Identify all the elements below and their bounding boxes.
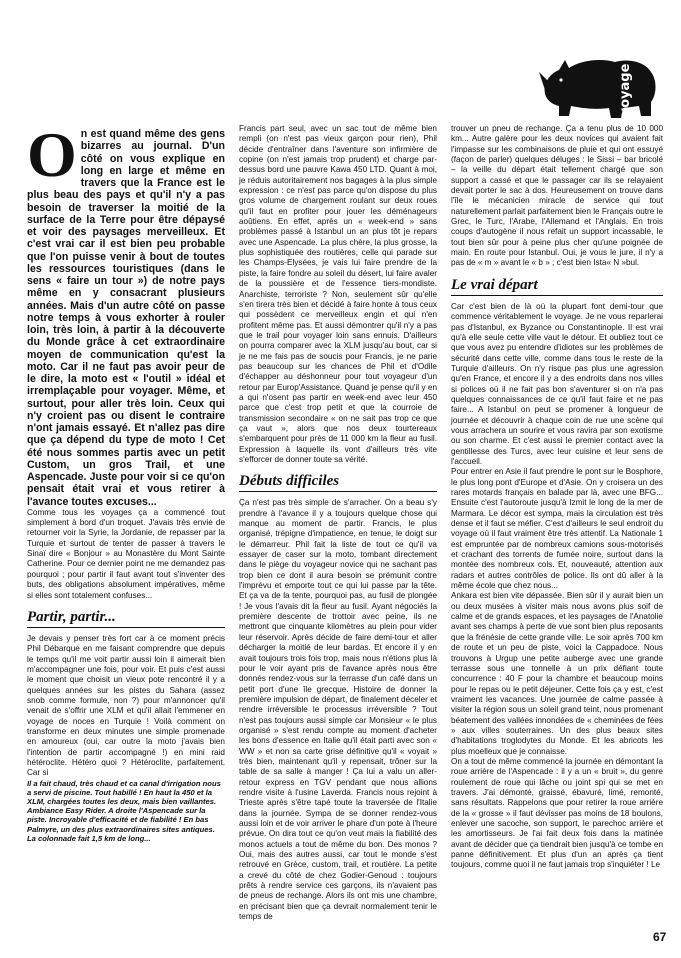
rhino-silhouette — [545, 60, 656, 118]
column-3 — [451, 124, 663, 871]
heading-vrai-depart: Le vrai départ — [451, 277, 663, 296]
page-number: 67 — [653, 930, 667, 944]
intro-text: n est quand même des gens bizarres au journal. D'un côté on vous explique en long en large et même en travers que la France est le plus beau des pays et qu'il n'y a pas besoin de traverser la moitié de la surface de la Terre pour être dépaysé et voir des paysages merveilleux. Et c'est vrai car il est bien peu probable que l'on puisse venir à bout de toutes les ressources touristiques (dans le sens « faire un tour ») de notre pays même en y consacrant plusieurs années. Mais d'un autre côté on passe notre temps à vous exhorter à rouler loin, très loin, à partir à la découverte du Monde grâce à cet extraordinaire moyen de communication qu'est la moto. Car il ne faut pas avoir peur de le dire, la moto est « l'outil » idéal et irremplaçable pour voyager. Même, et surtout, pour aller très loin. Ceux qui n'y croient pas ou disent le contraire n'ont jamais essayé. Et n'allez pas dire que ça dépend du type de moto ! Cet été nous sommes partis avec un petit Custom, un gros Trail, et une Aspencade. Juste pour voir si ce qu'on pensait était vrai et vous retirer à l'avance toutes excuses... — [27, 128, 225, 508]
column-1 — [27, 119, 225, 843]
paragraph-5: trouver un pneu de rechange. Ça a tenu plus de 10 000 km... Autre galère pour les deux novices qui avaient fait l'impasse sur les combinaisons de pluie et qui ont essuyé (façon de parler) quelques déluges : le Sissi – bar bricolé – la veille du départ était tellement chargé que son support a cassé et que le passager car ils se relayaient devait porter le sac à dos. Heureusement on trouve dans l'île le mécanicien miracle de service qui tout naturellement parlait parfaitement bien le Français outre le Grec, le Turc, l'Arabe, l'Allemand et l'Anglais. En trois coups d'autogène il nous refait un support incassable, le tout bien sûr pour à peine plus cher qu'une poignée de main. En route pour Istanbul. Oui, je vous le jure, il n'y a pas de « m » avant le « b » ; c'est bien Ista« N »bul. — [451, 124, 663, 268]
paragraph-4: Ça n'est pas très simple de s'arracher. On a beau s'y prendre à l'avance il y a toujours quelque chose qui manque au moment de partir. Francis, le plus organisé, trépigne d'impatience, en tenue, le doigt sur le démarreur. Phil fait la liste de tout ce qu'il va essayer de caser sur la moto, tombant directement dans le piège du voyageur novice qui ne sachant pas trop bien ce dont il aura besoin se prémunit contre l'imprévu et emporte tout ce qui lui passe par la tête. Et ça va de la tente, pourquoi pas, au fusil de plongée ! Je vous l'avais dit la fleur au fusil. Ayant négociés la première descente de trottoir avec peine, ils ne mettront que cinquante kilomètres au plein pour vider leur réservoir. Après décide de faire demi-tour et aller décharger la moitié de leur bardas. Et encore il y en avait toujours trois fois trop, mais nous n'étions plus là pour le voir ayant pris de l'avance après nous être donnés rendez-vous sur la terrasse d'un café dans un petit port d'une île grecque. Histoire de donner la première impulsion de départ, de finalement déceler et rendre irréversible le processus irréversible ? Tout n'est pas toujours aussi simple car Monsieur « le plus organisé » s'est rendu compte au moment d'acheter les bons d'essence en Italie qu'il était parti avec son « WW » et non sa carte grise définitive qu'il « voyait » très bien, maintenant qu'il y repensait, trôner sur la table de sa salle à manger ! Ça lui a valu un aller-retour express en TGV pendant que nous allions rendre visite à l'usine Laverda. Francis nous rejoint à Trieste après s'être tapé toute la traversée de l'Italie dans la journée. Sympa de se donner rendez-vous aussi loin et de voir arriver le phare d'un pote à l'heure prévue. On dira tout ce qu'on veut mais la fiabilité des monos actuels a tout de même du bon. Des monos ? Oui, mais des autres aussi, car tout le monde s'est retrouvé en Grèce, custom, trail, et routière. La petite a crevé du côté de chez Godier-Genoud : toujours prêts à rendre service ces garçons, ils n'avaient pas de pneus de rechange. Alors ils ont mis une chambre, en précisant bien que ça devrait normalement tenir le temps de — [239, 498, 437, 922]
logo-text: voyage — [618, 63, 633, 117]
paragraph-7: Pour entrer en Asie il faut prendre le pont sur le Bosphore, le plus long pont d'Europe et d'Asie. On y croisera un des rares motards français en balade par là, avec une BFG... Ensuite c'est l'autoroute jusqu'à Izmit le long de la mer de Marmara. Le décor est sympa, mais la circulation est très dense et il faut se méfier. C'est d'ailleurs le seul endroit du voyage où il faut vraiment être très attentif. La Nationale 1 est empruntée par de nombreux camions sous-motorisés et crachant des torrents de fumée noire, surtout dans la montée des nombreux cols. Et, nouveauté, attention aux radars et autres contrôles de police. Ils ont dû aller à la même école que chez nous... — [451, 467, 663, 591]
paragraph-2: Je devais y penser très fort car à ce moment précis Phil Débarque en me faisant comprendre que depuis le temps qu'il me voit partir aussi loin il aimerait bien m'accompagner une fois, pour voir. Et puis c'est aussi le moment que choisit un vieux pote rencontré il y a quelques années sur les pistes du Sahara (assez snob comme formule, non ?) pour m'annoncer qu'il venait de s'offrir une XLM et qu'il allait l'emmener en voyage de noces en Turquie ! Voilà comment on transforme en deux minutes une simple promenade en amoureux (oui, car outre la moto j'avais bien l'intention de partir accompagné !) en mini raid hétéroclite. Hétéro quoi ? Hétéroclite, parfaitement. Car si — [27, 633, 225, 778]
eye-shape — [559, 78, 562, 81]
voyage-rhino-logo — [539, 50, 661, 122]
photo-caption: Il a fait chaud, très chaud et ca canal d'irrigation nous a servi de piscine. Tout habillé ! En haut la 450 et la XLM, chargées toutes les deux, mais bien vaillantes. Ambiance Easy Rider. A droite l'Aspencade sur la piste. Incroyable d'efficacité et de fiabilité ! En bas Palmyre, un des plus extraordinaires sites antiques. La colonnade fait 1,5 km de long... — [27, 778, 221, 843]
heading-debuts-difficiles: Débuts difficiles — [239, 473, 437, 492]
paragraph-1: Comme tous les voyages ça a commencé tout simplement à bord d'un troquet. J'avais très envie de retourner voir la Syrie, la Jordanie, de repasser par la Turquie et surtout de tenter de passer à travers le Sinaï dire « Bonjour » au Monastère du Mont Sainte Catherine. Pour ce dernier point ne me demandez pas pourquoi ; pour partir il faut avant tout s'inventer des buts, des obligations absolument impératives, même si elles sont totalement confuses... — [27, 507, 225, 600]
paragraph-9: On a tout de même commencé la journée en démontant la roue arrière de l'Aspencade : il y a un « bruit », du genre roulement de roue qui lâche ou joint spi qui se met en travers. J'ai démonté, graissé, ébavuré, limé, remonté, sans résultats. Rappelons que pour retirer la roue arrière de la « grosse » il faut dévisser pas moins de 18 boulons, enlever une sacoche, son support, le parechoc arrière et les amortisseurs. Je l'ai fait deux fois dans la matinée avant de décider que ça tiendrait bien jusqu'à ce tombe en panne définitivement. Et plus d'un an après ça tient toujours, comme quoi il ne faut jamais trop s'inquiéter ! Le — [451, 756, 663, 870]
intro-paragraph — [27, 119, 225, 508]
paragraph-6: Car c'est bien de là où la plupart font demi-tour que commence véritablement le voyage. Je ne vous reparlerai pas d'Istanbul, ex Byzance ou Constantinople. Il est vrai qu'à elle seule cette ville vaut le détour. Et oubliez tout ce que vous avez pu entendre d'idiotes sur les problèmes de sécurité dans cette ville, comme dans tous le reste de la Turquie d'ailleurs. On n'y risque pas plus une agression qu'en France, et encore il y a des endroits dans nos villes si polices où il ne fait pas bon s'aventurer si on n'a pas quelques connaissances de ce qu'il faut faire et ne pas faire... A Istanbul on peut se promener à longueur de journée et découvrir à chaque coin de rue une scène qui vous arrachera un sourire et vous ravira par son exotisme ou son charme. Et c'est aussi le premier contact avec la gentillesse des Turcs, avec leur cuisine et leur sens de l'accueil. — [451, 301, 663, 466]
paragraph-8: Ankara est bien vite dépassée. Bien sûr il y aurait bien un ou deux musées à visiter mais nous avons plus soif de calme et de grands espaces, et les paysages de l'Anatolie avant ses champs à perte de vue sont bien plus reposants que la frénésie de cette grande ville. Le soir après 700 km de route et un peu de piste, voici la Cappadoce. Nous trouvons à Urgup une petite auberge avec une grande terrasse sous une tonnelle à un prix défiant toute concurrence : 40 F pour la chambre et beaucoup moins pour le repas ou le petit déjeuner. Cette fois ça y est, c'est vraiment les vacances. Une journée de calme passée à visiter la région sous un soleil grand teint, nous promenant béatement des vallées innondées de « cheminées de fées » aux villes souterraines. Un des plus beaux sites d'habitations troglodytes du Monde. Et les abricots les plus moelleux que je connaisse. — [451, 591, 663, 756]
column-2 — [239, 124, 437, 922]
drop-cap: O — [27, 119, 77, 190]
paragraph-3: Francis part seul, avec un sac tout de même bien rempli (on n'est pas vieux garçon pour rien), Phil décide d'entraîner dans l'aventure son infirmière de copine (on n'est jamais trop prudent) et charge par-dessus bord une pauvre Kawa 450 LTD. Quant à moi, je réduis autoritairement nos bagages à la plus simple expression : ce n'est pas parce qu'on dispose du plus gros volume de chargement roulant sur deux roues qu'il faut en profiter pour jouer les déménageurs aoûtiens. En effet, après un « week-end » sans problèmes passé à Istanbul un an plus tôt je repars avec une Aspencade. La plus chère, la plus grosse, la plus sophistiquée des routières, celle qui parade sur les Champs-Elysées, je vais lui faire prendre de la piste, la faire fondre au soleil du désert, lui faire avaler de la poussière et de l'essence tiers-mondiste. Anarchiste, terroriste ? Non, seulement sûr qu'elle s'en tirera très bien et décidé à faire honte à tous ceux qui possèdent ce merveilleux engin et qui n'en profitent même pas. Et aussi démontrer qu'il n'y a pas que le trail pour voyager loin sans ennuis. D'ailleurs on pourra comparer avec la XLM jusqu'au bout, car si je ne me fais pas de soucis pour Francis, je ne parie pas beaucoup sur les chances de Phil et d'Odile d'échapper au déshonneur pour tout voyageur d'un retour par Europ'Assistance. Quand je pense qu'il y en a qui n'osent pas partir en week-end avec leur 450 parce que c'est trop petit et que la courroie de transmission secondaire « on ne sait pas trop ce que ça vaut », alors que nos deux tourtereaux s'embarquent pour près de 11 000 km la fleur au fusil. Expression à laquelle ils vont d'ailleurs très vite s'efforcer de donner toute sa vérité. — [239, 124, 437, 464]
heading-partir: Partir, partir... — [27, 609, 225, 628]
